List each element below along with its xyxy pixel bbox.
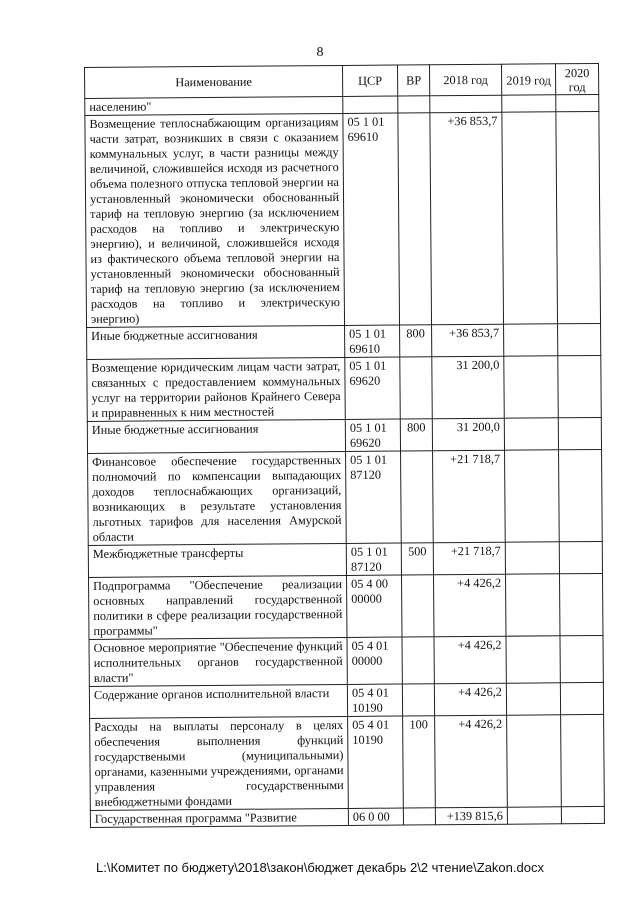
- row-csr: 06 0 00: [348, 808, 403, 825]
- row-name: Возмещение юридическим лицам части затрат, связанных с предоставлением коммунальных услуг на территории районов Крайнего Севера и приравненных к ним местностей: [87, 357, 345, 421]
- row-vr: 800: [400, 325, 432, 357]
- row-csr: [343, 96, 398, 113]
- row-2020: [556, 94, 599, 111]
- row-2020: [561, 806, 604, 823]
- table-row: [87, 355, 601, 421]
- row-vr: 500: [401, 543, 433, 575]
- row-2018: +21 718,7: [433, 542, 505, 575]
- row-2020: [561, 714, 605, 806]
- col-header-2018: 2018 год: [429, 64, 501, 96]
- row-2020: [559, 573, 602, 635]
- table-row: [85, 111, 601, 327]
- row-vr: [400, 357, 432, 419]
- row-vr: [402, 684, 434, 716]
- row-2018: 31 200,0: [432, 356, 504, 419]
- col-header-csr: ЦСР: [342, 65, 397, 96]
- row-vr: [401, 575, 433, 637]
- table-row: [88, 541, 602, 577]
- row-2019: [506, 636, 560, 683]
- row-2020: [558, 323, 601, 355]
- row-2020: [558, 355, 601, 417]
- row-csr: 05 1 01 69620: [345, 357, 400, 419]
- table-row: [87, 323, 601, 359]
- row-2020: [560, 635, 603, 682]
- col-header-name: Наименование: [85, 65, 343, 98]
- table-row: [88, 449, 603, 545]
- row-2020: [559, 541, 602, 573]
- row-2018: +21 718,7: [433, 450, 506, 543]
- col-header-2019: 2019 год: [501, 64, 555, 95]
- row-name: Межбюджетные трансферты: [88, 543, 346, 577]
- table-row: [90, 714, 605, 810]
- row-2019: [505, 574, 559, 636]
- row-2019: [504, 324, 558, 356]
- row-2019: [506, 683, 560, 715]
- row-csr: 05 4 00 00000: [347, 575, 402, 637]
- row-2020: [556, 111, 601, 323]
- table-row: [89, 573, 603, 639]
- row-2018: +139 815,6: [435, 807, 507, 825]
- row-2020: [558, 417, 601, 449]
- row-csr: 05 4 01 10190: [348, 716, 404, 808]
- row-name: Возмещение теплоснабжающим организациям части затрат, возникших в связи с оказанием коммунальных услуг, в части разницы между величиной, сложившейся исходя из расчетного объема полезного отпуска тепловой энергии на установленный экономически обоснованный тариф на тепловую энергию (за исключением расходов на топливо и электрическую энергию), и величиной, сложившейся исходя из фактического объема тепловой энергии на установленный экономически обоснованный тариф на тепловую энергию (за исключением расходов на топливо и электрическую энергию): [85, 113, 345, 327]
- row-csr: 05 4 01 00000: [347, 637, 402, 684]
- table-row: [89, 635, 603, 686]
- row-name: Иные бюджетные ассигнования: [87, 419, 345, 453]
- page-number: 8: [316, 45, 324, 60]
- row-2018: +4 426,2: [435, 715, 508, 808]
- row-csr: 05 1 01 87120: [346, 543, 401, 575]
- row-name: населению": [85, 96, 343, 115]
- row-vr: [402, 637, 434, 684]
- document-file-path: L:\Комитет по бюджету\2018\закон\бюджет декабрь 2\2 чтение\Zakon.docx: [96, 860, 544, 875]
- row-vr: 100: [403, 716, 436, 808]
- row-2020: [559, 449, 603, 541]
- row-vr: [403, 808, 435, 825]
- row-2019: [502, 112, 558, 324]
- row-2019: [502, 95, 556, 112]
- row-2019: [505, 542, 559, 574]
- row-2020: [560, 682, 603, 714]
- row-csr: 05 1 01 69610: [343, 113, 400, 325]
- table-row: [90, 806, 604, 827]
- row-2018: +4 426,2: [434, 683, 506, 716]
- row-csr: 05 1 01 69610: [345, 325, 400, 357]
- row-2018: +36 853,7: [432, 324, 504, 357]
- row-2018: +36 853,7: [430, 112, 504, 325]
- row-vr: [398, 113, 432, 325]
- row-2019: [507, 715, 562, 807]
- row-2019: [504, 418, 558, 450]
- row-2018: [430, 95, 502, 113]
- row-name: Содержание органов исполнительной власти: [89, 684, 347, 718]
- row-2019: [507, 807, 561, 824]
- row-2018: +4 426,2: [434, 636, 506, 684]
- col-header-vr: ВР: [397, 65, 429, 96]
- row-vr: 800: [400, 419, 432, 451]
- row-name: Подпрограмма "Обеспечение реализации основных направлений государственной политики в сфере реализации государственной программы": [89, 575, 347, 639]
- row-vr: [398, 96, 430, 113]
- row-csr: 05 4 01 10190: [347, 684, 402, 716]
- col-header-2020: 2020 год: [555, 63, 598, 94]
- row-name: Расходы на выплаты персоналу в целях обеспечения выполнения функций государствеными (муниципальными) органами, казенными учреждениями, органами управления государственными внебюджетными фондами: [90, 716, 349, 810]
- row-2018: +4 426,2: [433, 574, 505, 637]
- table-row: [87, 417, 601, 453]
- row-name: Иные бюджетные ассигнования: [87, 325, 345, 359]
- row-name: Государственная программа "Развитие: [90, 808, 348, 827]
- row-name: Финансовое обеспечение государственных полномочий по компенсации выпадающих доходов теплоснабжающих организаций, возникающих в результате установления льготных тарифов для населения Амурской области: [88, 451, 347, 545]
- row-2019: [505, 450, 560, 542]
- row-2019: [504, 356, 558, 418]
- row-name: Основное мероприятие "Обеспечение функций исполнительных органов государственной власти": [89, 637, 347, 686]
- table-row: [89, 682, 603, 718]
- row-vr: [401, 451, 434, 543]
- row-2018: 31 200,0: [432, 418, 504, 451]
- row-csr: 05 1 01 69620: [345, 419, 400, 451]
- table-header-row: [85, 63, 599, 98]
- budget-table: [84, 63, 605, 828]
- row-csr: 05 1 01 87120: [346, 451, 402, 543]
